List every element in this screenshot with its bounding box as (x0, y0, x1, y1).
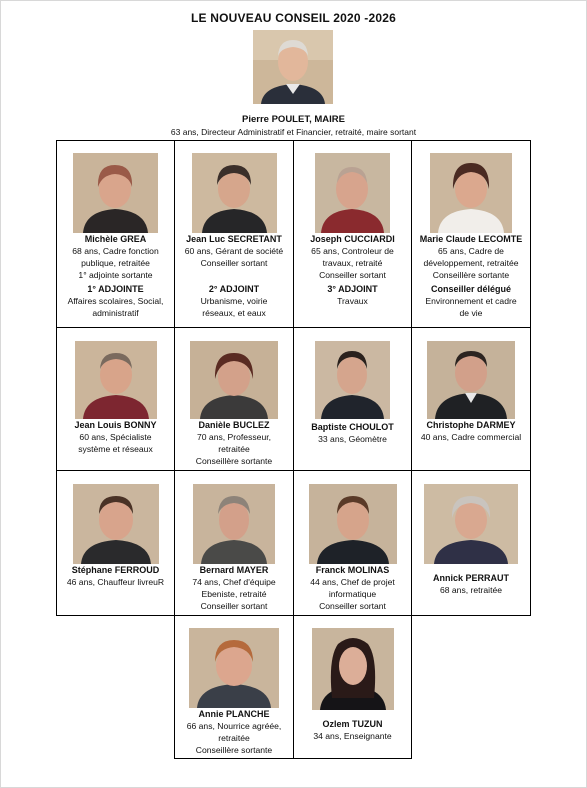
member-detail: 68 ans, Cadre fonction (72, 246, 159, 256)
member-name: Bernard MAYER (199, 565, 269, 575)
member-photo (309, 484, 397, 564)
member-card-ozlem-tuzun (293, 615, 412, 759)
member-photo (312, 628, 394, 710)
member-photo (189, 628, 279, 708)
member-card-annie-planche (174, 615, 294, 759)
member-card-michele-grea (56, 140, 175, 328)
member-duty: de vie (459, 308, 483, 318)
member-name: Jean Louis BONNY (74, 420, 157, 430)
member-card-daniele-buclez (174, 327, 294, 471)
member-name: Marie Claude LECOMTE (419, 234, 523, 244)
member-name: Baptiste CHOULOT (311, 422, 394, 432)
member-detail: 33 ans, Géomètre (318, 434, 387, 444)
member-name: Michèle GREA (84, 234, 147, 244)
member-photo (427, 341, 515, 419)
member-duty: réseaux, et eaux (202, 308, 266, 318)
member-role: 2° ADJOINT (208, 284, 260, 294)
member-photo (73, 153, 158, 233)
member-detail: 40 ans, Cadre commercial (420, 432, 522, 442)
member-card-bernard-mayer (174, 470, 294, 616)
member-detail: retraitée (218, 733, 250, 743)
member-name: Jean Luc SECRETANT (186, 234, 282, 244)
member-photo (424, 484, 518, 564)
member-duty: Urbanisme, voirie (200, 296, 268, 306)
member-duty: Affaires scolaires, Social, (67, 296, 164, 306)
member-card-jean-louis-bonny (56, 327, 175, 471)
member-detail: 60 ans, Spécialiste (79, 432, 152, 442)
member-card-christophe-darmey (411, 327, 531, 471)
member-photo (430, 153, 512, 233)
member-detail: Conseillère sortante (195, 745, 273, 755)
member-detail: 1° adjointe sortante (78, 270, 153, 280)
member-detail: développement, retraitée (423, 258, 519, 268)
member-detail: retraitée (218, 444, 250, 454)
member-name: Annick PERRAUT (432, 573, 509, 583)
member-detail: travaux, retraité (322, 258, 383, 268)
member-photo (193, 484, 275, 564)
member-detail: publique, retraitée (81, 258, 150, 268)
member-role: 3° ADJOINT (327, 284, 378, 294)
member-card-jean-luc-secretant (174, 140, 294, 328)
member-detail: système et réseaux (78, 444, 153, 454)
page-title: LE NOUVEAU CONSEIL 2020 -2026 (191, 11, 396, 25)
mayor-photo (253, 30, 333, 104)
member-duty: administratif (92, 308, 139, 318)
member-detail: Conseiller sortant (200, 258, 268, 268)
member-photo (315, 153, 390, 233)
member-detail: 74 ans, Chef d'équipe (192, 577, 276, 587)
member-name: Ozlem TUZUN (322, 719, 383, 729)
member-card-marie-claude-lecomte (411, 140, 531, 328)
member-detail: Conseiller sortant (319, 601, 386, 611)
member-detail: 60 ans, Gérant de société (184, 246, 284, 256)
member-role: 1° ADJOINTE (87, 284, 144, 294)
member-detail: 65 ans, Controleur de (311, 246, 394, 256)
member-name: Joseph CUCCIARDI (310, 234, 395, 244)
member-detail: Conseillère sortante (432, 270, 510, 280)
member-detail: 44 ans, Chef de projet (310, 577, 395, 587)
member-detail: Conseillère sortante (195, 456, 273, 466)
member-duty: Environnement et cadre (425, 296, 517, 306)
member-detail: Ebeniste, retraité (201, 589, 267, 599)
member-name: Annie PLANCHE (198, 709, 270, 719)
member-card-baptiste-choulot (293, 327, 412, 471)
member-detail: Conseiller sortant (200, 601, 268, 611)
member-photo (75, 341, 157, 419)
mayor-description: 63 ans, Directeur Administratif et Financier, retraité, maire sortant (170, 127, 417, 137)
member-detail: 70 ans, Professeur, (196, 432, 272, 442)
member-card-stephane-ferroud (56, 470, 175, 616)
member-detail: 65 ans, Cadre de (438, 246, 504, 256)
member-name: Stéphane FERROUD (71, 565, 160, 575)
member-detail: Conseiller sortant (319, 270, 386, 280)
member-card-annick-perraut (411, 470, 531, 616)
member-photo (190, 341, 278, 419)
member-card-franck-molinas (293, 470, 412, 616)
member-name: Christophe DARMEY (426, 420, 516, 430)
member-name: Franck MOLINAS (315, 565, 390, 575)
member-role: Conseiller délégué (430, 284, 512, 294)
member-photo (73, 484, 159, 564)
member-detail: 46 ans, Chauffeur livreuR (66, 577, 165, 587)
member-photo (192, 153, 277, 233)
mayor-name: Pierre POULET, MAIRE (242, 114, 345, 125)
member-detail: 66 ans, Nourrice agréée, (186, 721, 282, 731)
member-duty: Travaux (337, 296, 368, 306)
member-card-joseph-cucciardi (293, 140, 412, 328)
member-name: Danièle BUCLEZ (198, 420, 270, 430)
member-photo (315, 341, 390, 419)
member-detail: 68 ans, retraitée (439, 585, 503, 595)
member-detail: informatique (328, 589, 377, 599)
member-detail: 34 ans, Enseignante (313, 731, 392, 741)
